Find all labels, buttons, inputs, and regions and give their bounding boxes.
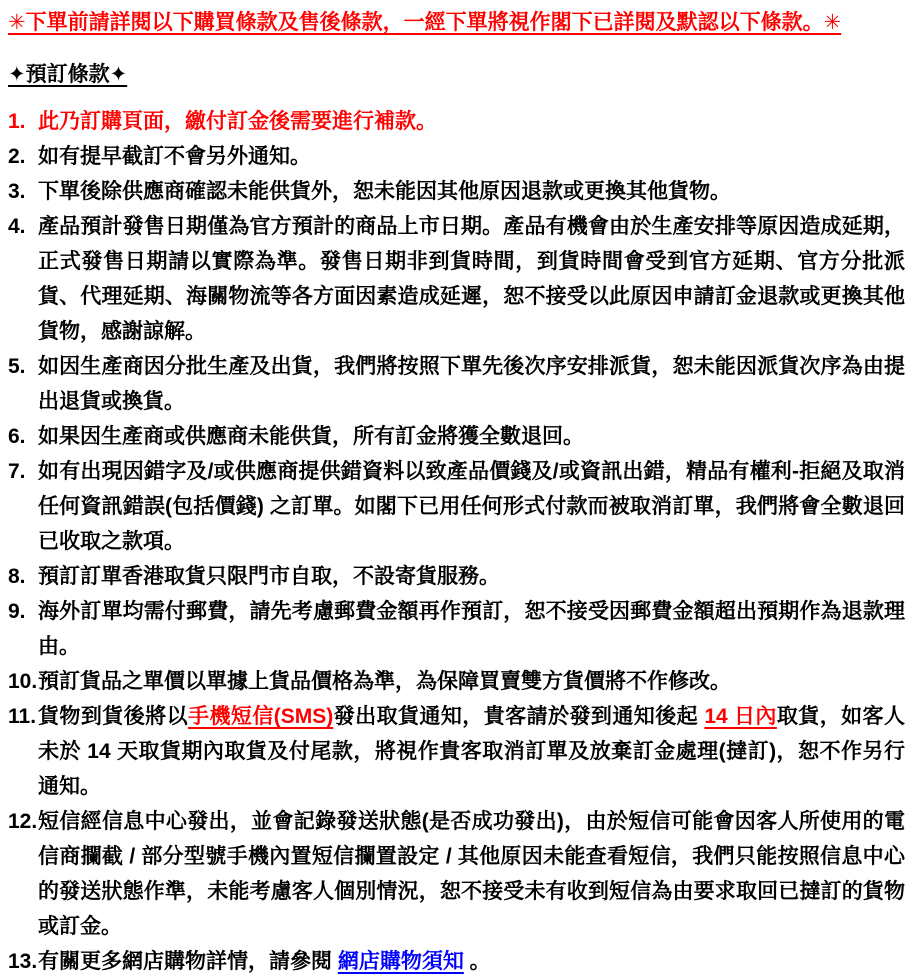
term-item-6 <box>8 419 905 454</box>
term-item-12 <box>8 804 905 944</box>
term-segment: 如因生產商因分批生產及出貨，我們將按照下單先後次序安排派貨，恕未能因派貨次序為由提出退貨或換貨。 <box>38 355 905 413</box>
term-segment: 貨物到貨後將以 <box>38 705 189 728</box>
term-text <box>38 699 905 804</box>
term-segment: 此乃訂購頁面，繳付訂金後需要進行補款。 <box>38 110 437 133</box>
highlighted-term-text: 14 日內 <box>704 705 777 728</box>
term-number: 2. <box>8 145 26 168</box>
term-number: 13. <box>8 950 38 973</box>
term-number: 7. <box>8 460 26 483</box>
term-number: 9. <box>8 600 26 623</box>
term-text <box>38 174 905 209</box>
terms-list <box>8 104 905 979</box>
term-text <box>38 104 905 139</box>
term-segment: 如有出現因錯字及/或供應商提供錯資料以致產品價錢及/或資訊出錯，精品有權利-拒絕及取消任何資訊錯誤(包括價錢) 之訂單。如閣下已用任何形式付款而被取消訂單，我們將會全數退回已收取之款項。 <box>38 460 905 553</box>
term-item-13 <box>8 944 905 979</box>
term-text <box>38 209 905 349</box>
term-item-1 <box>8 104 905 139</box>
term-number: 1. <box>8 110 26 133</box>
term-segment: 短信經信息中心發出，並會記錄發送狀態(是否成功發出)，由於短信可能會因客人所使用的電信商攔截 / 部分型號手機內置短信攔置設定 / 其他原因未能查看短信，我們只能按照信息中心的發送狀態作準，未能考慮客人個別情況，恕不接受未有收到短信為由要求取回已撻訂的貨物或訂金。 <box>38 810 905 938</box>
term-item-7 <box>8 454 905 559</box>
term-number: 12. <box>8 810 38 833</box>
term-segment: 預訂貨品之單價以單據上貨品價格為準，為保障買賣雙方貨價將不作修改。 <box>38 670 731 693</box>
term-text <box>38 664 905 699</box>
term-number: 10. <box>8 670 38 693</box>
term-text <box>38 804 905 944</box>
term-text <box>38 944 905 979</box>
term-text <box>38 419 905 454</box>
pre-order-warning-banner: ✳下單前請詳閱以下購買條款及售後條款，一經下單將視作閣下已詳閱及默認以下條款。✳ <box>8 11 842 34</box>
term-segment: 如有提早截訂不會另外通知。 <box>38 145 311 168</box>
term-item-8 <box>8 559 905 594</box>
term-segment: 下單後除供應商確認未能供貨外，恕未能因其他原因退款或更換其他貨物。 <box>38 180 731 203</box>
term-number: 4. <box>8 215 26 238</box>
term-segment: 發出取貨通知，貴客請於發到通知後起 <box>333 705 705 728</box>
term-segment: 預訂訂單香港取貨只限門市自取，不設寄貨服務。 <box>38 565 500 588</box>
term-item-9 <box>8 594 905 664</box>
term-number: 6. <box>8 425 26 448</box>
term-number: 3. <box>8 180 26 203</box>
term-segment: 。 <box>463 950 491 973</box>
term-item-5 <box>8 349 905 419</box>
store-shopping-notice-link[interactable]: 網店購物須知 <box>337 950 464 973</box>
term-text <box>38 594 905 664</box>
term-item-11 <box>8 699 905 804</box>
term-text <box>38 349 905 419</box>
term-segment: 如果因生產商或供應商未能供貨，所有訂金將獲全數退回。 <box>38 425 584 448</box>
term-segment: 取貨，如客人未於 14 天取貨期內取貨及付尾款，將視作貴客取消訂單及放棄訂金處理(撻訂)，恕不作另行通知。 <box>38 705 905 798</box>
term-number: 8. <box>8 565 26 588</box>
term-number: 5. <box>8 355 26 378</box>
section-title-preorder-terms: ✦預訂條款✦ <box>8 63 128 86</box>
term-number: 11. <box>8 705 37 728</box>
term-text <box>38 139 905 174</box>
term-text <box>38 454 905 559</box>
term-segment: 海外訂單均需付郵費，請先考慮郵費金額再作預訂，恕不接受因郵費金額超出預期作為退款理由。 <box>38 600 905 658</box>
term-text <box>38 559 905 594</box>
term-item-3 <box>8 174 905 209</box>
highlighted-term-text: 手機短信(SMS) <box>188 705 334 728</box>
term-segment: 有關更多網店購物詳情，請參閱 <box>38 950 338 973</box>
term-segment: 產品預計發售日期僅為官方預計的商品上市日期。產品有機會由於生產安排等原因造成延期，正式發售日期請以實際為準。發售日期非到貨時間，到貨時間會受到官方延期、官方分批派貨、代理延期、海關物流等各方面因素造成延遲，恕不接受以此原因申請訂金退款或更換其他貨物，感謝諒解。 <box>38 215 905 343</box>
term-item-10 <box>8 664 905 699</box>
term-item-2 <box>8 139 905 174</box>
term-item-4 <box>8 209 905 349</box>
